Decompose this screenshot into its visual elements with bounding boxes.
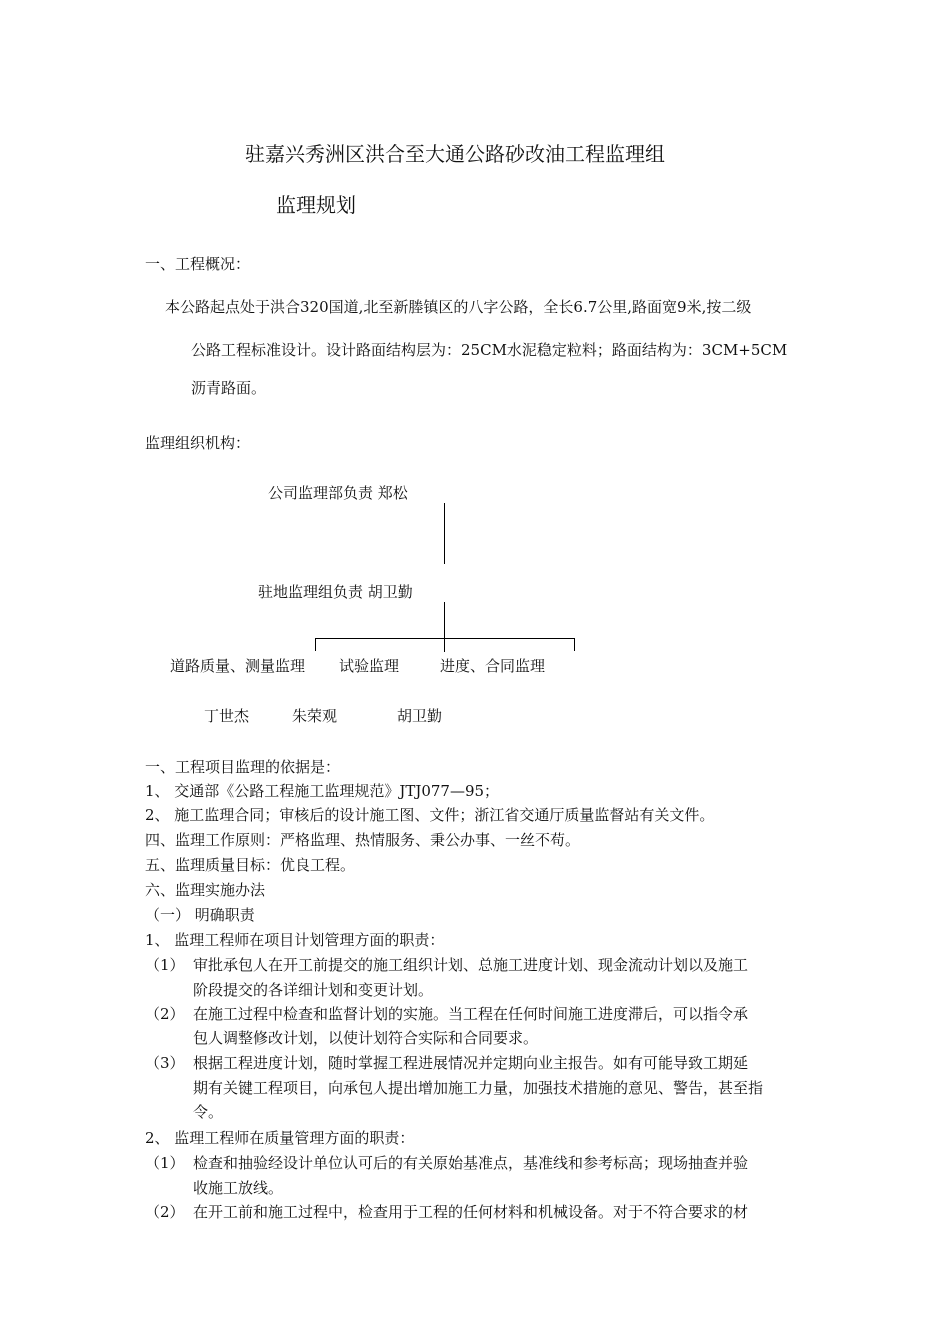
item-number: （1） — [145, 956, 185, 974]
item-line: 收施工放线。 — [193, 1179, 284, 1197]
overview-line-1: 本公路起点处于洪合320国道,北至新塍镇区的八字公路，全长6.7公里,路面宽9米,按二级 — [165, 298, 752, 316]
org-connector-top — [444, 503, 445, 564]
page-subtitle: 监理规划 — [276, 193, 356, 217]
overview-line-2: 公路工程标准设计。设计路面结构层为：25CM水泥稳定粒料；路面结构为：3CM+5CM — [191, 341, 788, 359]
org-branch-quality: 道路质量、测量监理 — [170, 657, 306, 675]
org-branch-tick-left — [315, 638, 316, 651]
org-branch-test: 试验监理 — [339, 657, 400, 675]
item-line: 在施工过程中检查和监督计划的实施。当工程在任何时间施工进度滞后，可以指令承 — [193, 1005, 749, 1023]
org-person-3: 胡卫勤 — [397, 707, 443, 725]
item-line: 期有关键工程项目，向承包人提出增加施工力量，加强技术措施的意见、警告，甚至指 — [193, 1079, 764, 1097]
item-number: （1） — [145, 1154, 185, 1172]
org-heading: 监理组织机构： — [145, 434, 251, 452]
org-branch-tick-right — [574, 638, 575, 651]
page-title: 驻嘉兴秀洲区洪合至大通公路砂改油工程监理组 — [245, 142, 665, 166]
item-line: 根据工程进度计划，随时掌握工程进展情况并定期向业主报告。如有可能导致工期延 — [193, 1054, 749, 1072]
item-line: 审批承包人在开工前提交的施工组织计划、总施工进度计划、现金流动计划以及施工 — [193, 956, 749, 974]
item-line: 在开工前和施工过程中，检查用于工程的任何材料和机械设备。对于不符合要求的材 — [193, 1203, 749, 1221]
method-heading: 六、监理实施办法 — [145, 881, 266, 899]
item-line: 阶段提交的各详细计划和变更计划。 — [193, 981, 434, 999]
org-person-1: 丁世杰 — [204, 707, 250, 725]
org-middle-node: 驻地监理组负责 胡卫勤 — [258, 583, 413, 601]
item-number: （3） — [145, 1054, 185, 1072]
org-top-node: 公司监理部负责 郑松 — [268, 484, 408, 502]
basis-item-2: 2、 施工监理合同；审核后的设计施工图、文件；浙江省交通厅质量监督站有关文件。 — [145, 806, 715, 824]
item-line: 检查和抽验经设计单位认可后的有关原始基准点，基准线和参考标高；现场抽查并验 — [193, 1154, 749, 1172]
goal-line: 五、监理质量目标：优良工程。 — [145, 856, 356, 874]
item-line: 包人调整修改计划，以使计划符合实际和合同要求。 — [193, 1029, 539, 1047]
org-branch-progress: 进度、合同监理 — [440, 657, 546, 675]
item-line: 令。 — [193, 1103, 224, 1121]
org-connector-middle — [444, 602, 445, 652]
overview-line-3: 沥青路面。 — [191, 379, 267, 397]
duty1-heading: 1、 监理工程师在项目计划管理方面的职责： — [145, 931, 445, 949]
item-number: （2） — [145, 1203, 185, 1221]
basis-heading: 一、工程项目监理的依据是： — [145, 758, 341, 776]
principle-line: 四、监理工作原则：严格监理、热情服务、秉公办事、一丝不苟。 — [145, 831, 581, 849]
duty2-heading: 2、 监理工程师在质量管理方面的职责： — [145, 1129, 415, 1147]
basis-item-1: 1、 交通部《公路工程施工监理规范》JTJ077—95； — [145, 782, 500, 800]
overview-heading: 一、工程概况： — [145, 255, 251, 273]
org-person-2: 朱荣观 — [292, 707, 338, 725]
item-number: （2） — [145, 1005, 185, 1023]
section-sub-1: （一） 明确职责 — [145, 906, 255, 924]
org-branch-bar — [315, 638, 575, 639]
